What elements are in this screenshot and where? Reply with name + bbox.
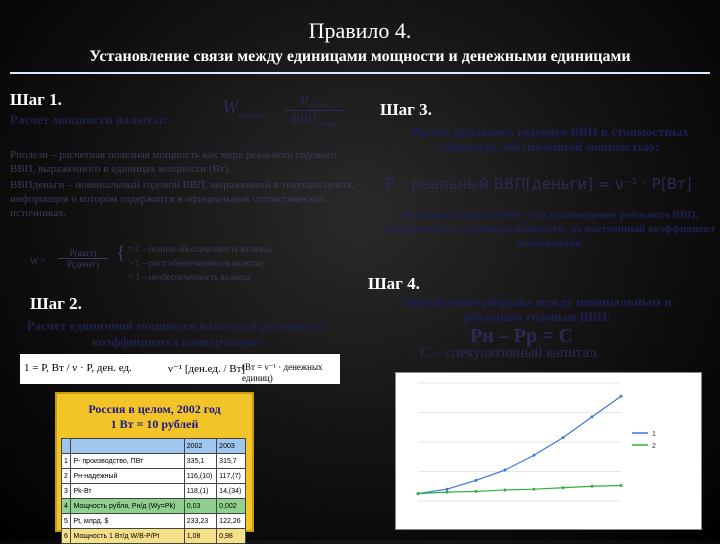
series-line-1: [418, 396, 621, 493]
data-point: [475, 490, 478, 493]
step3-formula: P – реальный ВВП[деньги] = ν⁻¹ · P[Вт]: [385, 175, 692, 193]
data-point: [504, 469, 507, 472]
data-point: [533, 454, 536, 457]
table-row: 3 Рk-Вт 118,(1) 14,(34): [62, 484, 246, 499]
russia-title: Россия в целом, 2002 год: [88, 402, 221, 416]
gdp-line-chart: [396, 373, 701, 529]
page-title: Правило 4.: [308, 18, 412, 43]
step2-label: Шаг 2.: [30, 294, 82, 313]
gdp-table: [61, 438, 246, 544]
step3-heading: Расчет реального годового ВВП в стоимостных единицах, обеспеченной мощностью:: [411, 124, 689, 154]
data-point: [562, 436, 565, 439]
table-row: 6 Мощность 1 Вт/д W/B-P/Pt 1,08 0,98: [62, 529, 246, 544]
data-point: [591, 415, 594, 418]
step3-desc: Реальный годовой ВВП – это произведение реального ВВП, выраженного в единицах мощности, на постоянный коэффициент конвертации.: [385, 209, 716, 249]
data-point: [591, 485, 594, 488]
step1-desc1: Pполезн – расчетная полезная мощность как мера реального годового ВВП, выраженного в единицах мощности (Вт).: [10, 149, 337, 175]
data-point: [620, 395, 623, 398]
step4-label: Шаг 4.: [368, 274, 420, 293]
legend-label: 1: [652, 431, 656, 438]
step3-label: Шаг 3.: [380, 100, 432, 119]
step1-formula-fraction: $P_{полезн}$ $ВВП_{деньги}$: [284, 92, 344, 128]
cases-list: = 1 – полная обеспеченность валюты; > 1 – рост обеспеченности валюты; < 1 – необеспеченность валюты.: [128, 244, 273, 282]
step1-cases: W = P(ватт) P(денег) { = 1 – полная обеспеченность валюты; > 1 – рост обеспеченности валюты; < 1 – необеспеченность валюты.: [30, 242, 273, 282]
table-row: 1 P- производство, ПВт 335,1 315,7: [62, 454, 246, 469]
step1-formula-w: $W_{валюты}$: [222, 96, 267, 120]
table-header-row: 2002 2003: [62, 439, 246, 454]
data-point: [475, 479, 478, 482]
data-point: [562, 486, 565, 489]
w-fraction: P(ватт) P(денег): [58, 248, 108, 269]
step4-desc: C – спекулятивный капитал: [420, 345, 597, 361]
russia-panel: [55, 392, 254, 540]
step2-heading: Расчет единичной мощности валюты и размерного коэффициента конвертации:: [26, 318, 328, 349]
step2-formula-box: 1 = P, Вт / ν · P, ден. ед. ν⁻¹ [ден.ед. / Вт] (Вт = ν⁻¹ · денежных единиц): [20, 354, 340, 384]
table-row: 2 Рн-надежный 116,(10) 117,(7): [62, 469, 246, 484]
legend-label: 2: [652, 443, 656, 450]
step1-desc2: ВВПденьги – номинальный годовой ВВП, выраженный в текущих ценах, информация о котором содержится в официальных статистических источниках.: [10, 179, 355, 219]
chart-panel: [395, 372, 702, 530]
data-point: [504, 488, 507, 491]
step4-heading: Определение разрыва между номинальным и реальным годовым ВВП:: [402, 294, 672, 324]
divider: [10, 72, 710, 74]
table-row: 5 Рt, млрд. $ 233,23 122,26: [62, 514, 246, 529]
table-row: 4 Мощность рубля, Рн/д (Wy=Pk) 0,03 0,002: [62, 499, 246, 514]
data-point: [620, 484, 623, 487]
step1-heading: Расчет мощности валюты:: [10, 112, 168, 127]
page-subtitle: Установление связи между единицами мощности и денежными единицами: [89, 48, 631, 65]
data-point: [417, 492, 420, 495]
data-point: [533, 488, 536, 491]
russia-rate: 1 Вт = 10 рублей: [110, 417, 199, 431]
step4-formula: Pн – Pр = C: [470, 325, 573, 347]
data-point: [446, 491, 449, 494]
step1-label: Шаг 1.: [10, 90, 62, 109]
data-point: [446, 488, 449, 491]
